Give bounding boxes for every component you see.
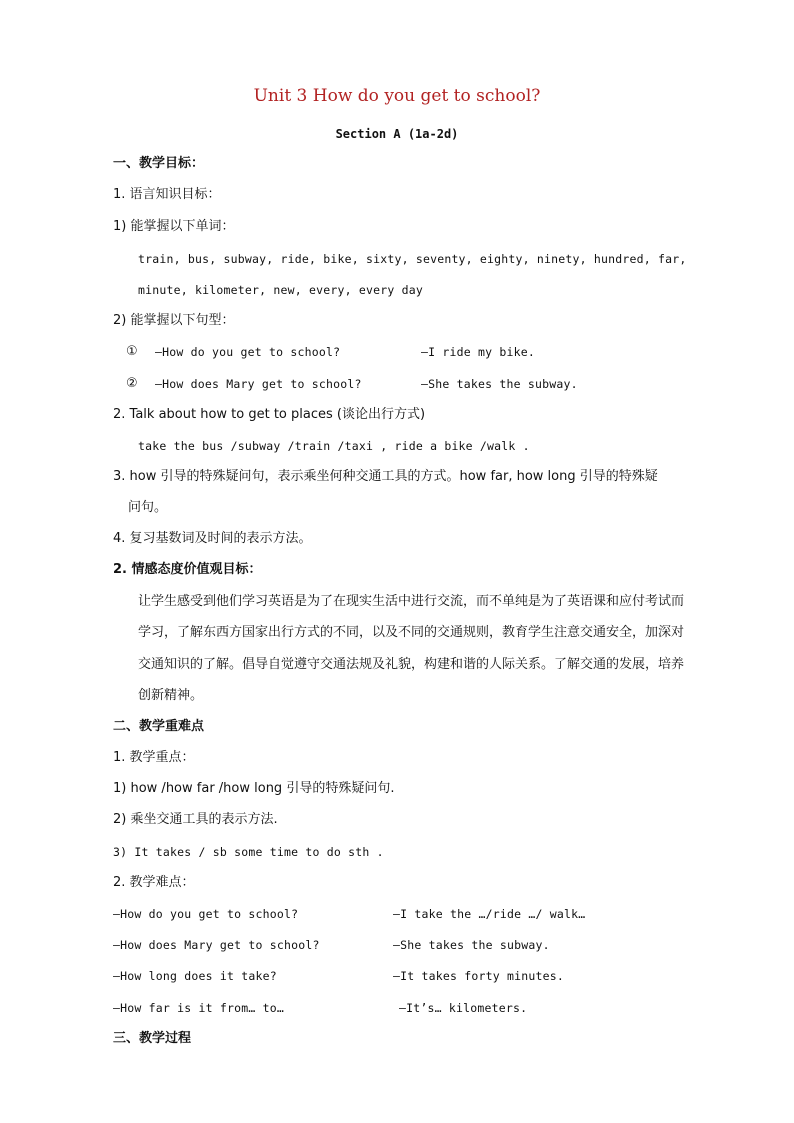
pattern-2-answer: —She takes the subway. bbox=[421, 377, 578, 391]
difficult-points-heading: 2. 教学难点： bbox=[113, 875, 195, 890]
page-title: Unit 3 How do you get to school? bbox=[253, 86, 541, 106]
difficult-question-4: —How far is it from… to… bbox=[113, 1001, 284, 1015]
pattern-2-number: ② bbox=[126, 376, 138, 391]
section-subtitle: Section A (1a-2d) bbox=[335, 127, 459, 141]
emotion-paragraph: 让学生感受到他们学习英语是为了在现实生活中进行交流，而不单纯是为了英语课和应付考试而学习，了解东西方国家出行方式的不同，以及不同的交通规则，教育学生注意交通安全，加深对交通知识的了解。倡导自觉遵守交通法规及礼貌，构建和谐的人际关系。了解交通的发展，培养创新精神。 bbox=[138, 594, 685, 703]
heading-teaching-process: 三、教学过程 bbox=[113, 1031, 192, 1046]
difficult-answer-1: —I take the …/ride …/ walk… bbox=[393, 907, 586, 921]
word-list-line-1: train, bus, subway, ride, bike, sixty, seventy, eighty, ninety, hundred, far, bbox=[138, 252, 687, 266]
heading-teaching-objectives: 一、教学目标： bbox=[113, 156, 205, 171]
difficult-question-2: —How does Mary get to school? bbox=[113, 938, 320, 952]
pattern-1-number: ① bbox=[126, 344, 138, 359]
difficult-answer-3: —It takes forty minutes. bbox=[393, 969, 564, 983]
key-points-heading: 1. 教学重点： bbox=[113, 750, 195, 765]
item-transport-phrases: take the bus /subway /train /taxi , ride a bike /walk . bbox=[138, 439, 530, 453]
key-point-1: 1) how /how far /how long 引导的特殊疑问句. bbox=[113, 781, 395, 796]
item-how-questions-line-1: 3. how 引导的特殊疑问句，表示乘坐何种交通工具的方式。how far, how long 引导的特殊疑 bbox=[113, 469, 658, 484]
item-how-questions-line-2: 问句。 bbox=[128, 500, 168, 515]
key-point-2: 2) 乘坐交通工具的表示方法. bbox=[113, 812, 278, 827]
key-point-3: 3) It takes / sb some time to do sth . bbox=[113, 845, 384, 859]
word-list-line-2: minute, kilometer, new, every, every day bbox=[138, 283, 423, 297]
pattern-1-question: —How do you get to school? bbox=[155, 345, 341, 359]
item-review-numbers: 4. 复习基数词及时间的表示方法。 bbox=[113, 531, 312, 546]
item-talk-about-places: 2. Talk about how to get to places (谈论出行方式) bbox=[113, 407, 426, 422]
item-language-knowledge: 1. 语言知识目标： bbox=[113, 187, 221, 202]
heading-emotional-objectives: 2. 情感态度价值观目标： bbox=[113, 562, 262, 577]
difficult-answer-2: —She takes the subway. bbox=[393, 938, 550, 952]
difficult-question-3: —How long does it take? bbox=[113, 969, 277, 983]
difficult-answer-4: —It’s… kilometers. bbox=[399, 1001, 528, 1015]
sub-item-words: 1) 能掌握以下单词： bbox=[113, 219, 235, 234]
heading-key-difficult-points: 二、教学重难点 bbox=[113, 719, 205, 734]
difficult-question-1: —How do you get to school? bbox=[113, 907, 299, 921]
pattern-2-question: —How does Mary get to school? bbox=[155, 377, 362, 391]
sub-item-patterns: 2) 能掌握以下句型： bbox=[113, 313, 235, 328]
pattern-1-answer: —I ride my bike. bbox=[421, 345, 535, 359]
